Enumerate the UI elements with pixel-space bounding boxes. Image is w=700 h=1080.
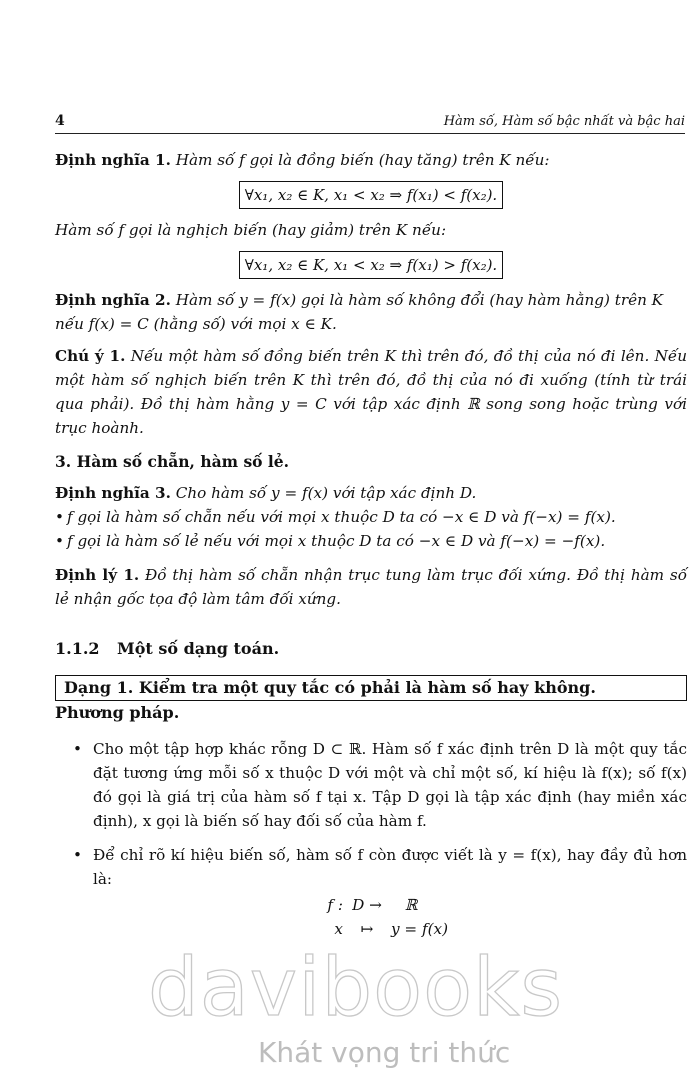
- definition-2-text: Hàm số y = f(x) gọi là hàm số không đổi (hay hàm hằng) trên K nếu f(x) = C (hằng số) với mọi x ∈ K.: [55, 291, 664, 333]
- mapping-f: f :: [327, 896, 343, 914]
- even-function-text: f gọi là hàm số chẵn nếu với mọi x thuộc D ta có −x ∈ D và f(−x) = f(x).: [67, 508, 616, 526]
- definition-3-label: Định nghĩa 3.: [55, 484, 171, 502]
- function-mapping: [305, 893, 687, 941]
- definition-3-bullets: [55, 505, 687, 553]
- definition-1-text: Hàm số f gọi là đồng biến (hay tăng) trên K nếu:: [175, 151, 550, 169]
- section-3-title: 3. Hàm số chẵn, hàm số lẻ.: [55, 452, 290, 471]
- running-title: Hàm số, Hàm số bậc nhất và bậc hai: [443, 114, 685, 129]
- note-1-text: Nếu một hàm số đồng biến trên K thì trên đó, đồ thị của nó đi lên. Nếu một hàm số nghịch biến trên K thì trên đó, đồ thị của nó đi xuống (tính từ trái qua phải). Đồ thị hàm hằng y = C với tập xác định ℝ song song hoặc trùng với trục hoành.: [55, 347, 688, 437]
- dang-1-title-box: Dạng 1. Kiểm tra một quy tắc có phải là hàm số hay không.: [55, 675, 687, 701]
- mapping-codomain: ℝ: [404, 896, 418, 914]
- list-item: [73, 843, 687, 891]
- mapping-arrow: ↦: [360, 920, 374, 938]
- definition-1: [55, 148, 687, 172]
- method-heading: Phương pháp.: [55, 703, 180, 722]
- mapping-y: y = f(x): [391, 920, 448, 938]
- function-notation-text: Để chỉ rõ kí hiệu biến số, hàm số f còn được viết là y = f(x), hay đầy đủ hơn là:: [93, 846, 687, 888]
- bullet-icon: •: [55, 508, 64, 526]
- mapping-row-2: [305, 917, 687, 941]
- definition-2-label: Định nghĩa 2.: [55, 291, 171, 309]
- page-number: 4: [55, 113, 65, 129]
- mapping-domain: D →: [352, 896, 382, 914]
- subsection-heading: Một số dạng toán.: [117, 639, 280, 658]
- watermark-logo: davibooks: [148, 941, 564, 1034]
- formula-decreasing: ∀x₁, x₂ ∈ K, x₁ < x₂ ⇒ f(x₁) > f(x₂).: [239, 251, 503, 279]
- theorem-1-text: Đồ thị hàm số chẵn nhận trục tung làm trục đối xứng. Đồ thị hàm số lẻ nhận gốc tọa độ làm tâm đối xứng.: [55, 566, 687, 608]
- definition-1-label: Định nghĩa 1.: [55, 151, 171, 169]
- list-item: [55, 505, 687, 529]
- mapping-row-1: [305, 893, 687, 917]
- formula-increasing: ∀x₁, x₂ ∈ K, x₁ < x₂ ⇒ f(x₁) < f(x₂).: [239, 181, 503, 209]
- formula-increasing-wrap: [55, 181, 687, 209]
- formula-decreasing-wrap: [55, 251, 687, 279]
- subsection-title: [55, 637, 687, 661]
- watermark-slogan: Khát vọng tri thức: [258, 1036, 511, 1069]
- page-content: [55, 148, 687, 941]
- definition-3-text: Cho hàm số y = f(x) với tập xác định D.: [175, 484, 477, 502]
- odd-function-text: f gọi là hàm số lẻ nếu với mọi x thuộc D ta có −x ∈ D và f(−x) = −f(x).: [67, 532, 606, 550]
- function-definition-text: Cho một tập hợp khác rỗng D ⊂ ℝ. Hàm số f xác định trên D là một quy tắc đặt tương ứng mỗi số x thuộc D với một và chỉ một số, kí hiệu là f(x); số f(x) đó gọi là giá trị của hàm số f tại x. Tập D gọi là tập xác định (hay miền xác định), x gọi là biến số hay đối số của hàm f.: [93, 740, 687, 830]
- page-header: [55, 113, 685, 134]
- definition-3: [55, 481, 687, 505]
- definition-1-decreasing-text: Hàm số f gọi là nghịch biến (hay giảm) trên K nếu:: [55, 221, 447, 239]
- theorem-1-label: Định lý 1.: [55, 566, 140, 584]
- subsection-number: 1.1.2: [55, 639, 100, 658]
- list-item: [55, 529, 687, 553]
- bullet-icon: •: [55, 532, 64, 550]
- note-1: [55, 344, 687, 440]
- mapping-x: x: [334, 920, 343, 938]
- theorem-1: [55, 563, 687, 611]
- list-item: [73, 737, 687, 833]
- bullet-icon: •: [73, 740, 82, 758]
- bullet-icon: •: [73, 846, 82, 864]
- definition-2: [55, 288, 687, 336]
- note-1-label: Chú ý 1.: [55, 347, 126, 365]
